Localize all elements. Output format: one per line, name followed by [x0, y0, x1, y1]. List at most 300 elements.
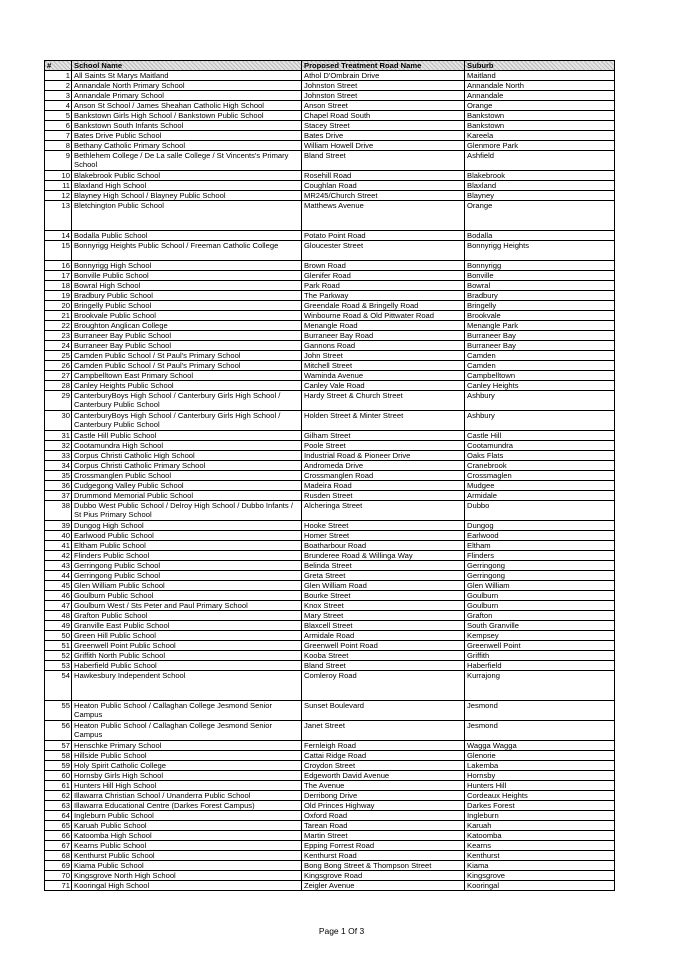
school-name: Holy Spirit Catholic College [72, 761, 302, 771]
table-row [45, 781, 615, 791]
road-name: Old Princes Highway [302, 801, 465, 811]
road-name: Homer Street [302, 531, 465, 541]
suburb: Jesmond [465, 701, 615, 721]
table-row [45, 241, 615, 261]
row-number: 13 [45, 201, 72, 231]
road-name: Hardy Street & Church Street [302, 391, 465, 411]
road-name: Derribong Drive [302, 791, 465, 801]
road-name: Epping Forrest Road [302, 841, 465, 851]
school-name: Bonville Public School [72, 271, 302, 281]
road-name: Brown Road [302, 261, 465, 271]
suburb: Kooringal [465, 881, 615, 891]
row-number: 54 [45, 671, 72, 701]
school-name: Bethlehem College / De La salle College / St Vincents's Primary School [72, 151, 302, 171]
road-name: Fernleigh Road [302, 741, 465, 751]
road-name: William Howell Drive [302, 141, 465, 151]
row-number: 33 [45, 451, 72, 461]
table-row [45, 471, 615, 481]
row-number: 47 [45, 601, 72, 611]
road-name: Matthews Avenue [302, 201, 465, 231]
school-name: Bates Drive Public School [72, 131, 302, 141]
table-row [45, 291, 615, 301]
row-number: 55 [45, 701, 72, 721]
table-row [45, 81, 615, 91]
header-road-name: Proposed Treatment Road Name [302, 61, 465, 71]
row-number: 58 [45, 751, 72, 761]
road-name: Comleroy Road [302, 671, 465, 701]
suburb: Campbelltown [465, 371, 615, 381]
table-row [45, 351, 615, 361]
road-name: Andromeda Drive [302, 461, 465, 471]
road-name: Chapel Road South [302, 111, 465, 121]
suburb: South Granville [465, 621, 615, 631]
school-name: CanterburyBoys High School / Canterbury Girls High School / Canterbury Public School [72, 411, 302, 431]
school-name: Cootamundra High School [72, 441, 302, 451]
road-name: Rusden Street [302, 491, 465, 501]
table-row [45, 101, 615, 111]
school-name: Illawarra Educational Centre (Darkes Forest Campus) [72, 801, 302, 811]
header-number: # [45, 61, 72, 71]
road-name: Bland Street [302, 661, 465, 671]
row-number: 70 [45, 871, 72, 881]
road-name: Greendale Road & Bringelly Road [302, 301, 465, 311]
table-row [45, 451, 615, 461]
road-name: Burraneer Bay Road [302, 331, 465, 341]
row-number: 40 [45, 531, 72, 541]
row-number: 60 [45, 771, 72, 781]
suburb: Mudgee [465, 481, 615, 491]
school-name: Blakebrook Public School [72, 171, 302, 181]
suburb: Bringelly [465, 301, 615, 311]
road-name: Mary Street [302, 611, 465, 621]
school-name: Hawkesbury Independent School [72, 671, 302, 701]
road-name: Stacey Street [302, 121, 465, 131]
table-row [45, 621, 615, 631]
school-name: Earlwood Public School [72, 531, 302, 541]
road-name: Holden Street & Minter Street [302, 411, 465, 431]
table-row [45, 411, 615, 431]
row-number: 61 [45, 781, 72, 791]
suburb: Burraneer Bay [465, 331, 615, 341]
row-number: 63 [45, 801, 72, 811]
school-name: Brookvale Public School [72, 311, 302, 321]
road-name: Oxford Road [302, 811, 465, 821]
row-number: 68 [45, 851, 72, 861]
table-row [45, 791, 615, 801]
road-name: Greenwell Point Road [302, 641, 465, 651]
row-number: 31 [45, 431, 72, 441]
header-suburb: Suburb [465, 61, 615, 71]
suburb: Blayney [465, 191, 615, 201]
school-name: Glen William Public School [72, 581, 302, 591]
table-row [45, 591, 615, 601]
road-name: Kingsgrove Road [302, 871, 465, 881]
table-row [45, 581, 615, 591]
suburb: Hunters Hill [465, 781, 615, 791]
road-name: The Parkway [302, 291, 465, 301]
suburb: Menangle Park [465, 321, 615, 331]
suburb: Ashbury [465, 411, 615, 431]
row-number: 27 [45, 371, 72, 381]
table-row [45, 431, 615, 441]
suburb: Ingleburn [465, 811, 615, 821]
row-number: 12 [45, 191, 72, 201]
row-number: 44 [45, 571, 72, 581]
row-number: 66 [45, 831, 72, 841]
row-number: 49 [45, 621, 72, 631]
row-number: 25 [45, 351, 72, 361]
school-name: Goulburn Public School [72, 591, 302, 601]
suburb: Ashbury [465, 391, 615, 411]
road-name: Hooke Street [302, 521, 465, 531]
road-name: Glenifer Road [302, 271, 465, 281]
row-number: 57 [45, 741, 72, 751]
road-name: Potato Point Road [302, 231, 465, 241]
road-name: Belinda Street [302, 561, 465, 571]
suburb: Kurrajong [465, 671, 615, 701]
row-number: 24 [45, 341, 72, 351]
row-number: 20 [45, 301, 72, 311]
row-number: 59 [45, 761, 72, 771]
table-row [45, 131, 615, 141]
table-row [45, 701, 615, 721]
road-name: Kooba Street [302, 651, 465, 661]
road-name: Gannons Road [302, 341, 465, 351]
school-name: Bonnyrigg High School [72, 261, 302, 271]
row-number: 45 [45, 581, 72, 591]
table-row [45, 391, 615, 411]
table-row [45, 521, 615, 531]
row-number: 51 [45, 641, 72, 651]
row-number: 29 [45, 391, 72, 411]
school-name: Hornsby Girls High School [72, 771, 302, 781]
row-number: 15 [45, 241, 72, 261]
school-name: Blaxland High School [72, 181, 302, 191]
row-number: 9 [45, 151, 72, 171]
road-name: Gilham Street [302, 431, 465, 441]
school-name: Kingsgrove North High School [72, 871, 302, 881]
school-name: Kearns Public School [72, 841, 302, 851]
table-row [45, 811, 615, 821]
table-row [45, 71, 615, 81]
suburb: Hornsby [465, 771, 615, 781]
row-number: 41 [45, 541, 72, 551]
school-name: Haberfield Public School [72, 661, 302, 671]
road-name: Bourke Street [302, 591, 465, 601]
row-number: 67 [45, 841, 72, 851]
suburb: Kingsgrove [465, 871, 615, 881]
suburb: Maitland [465, 71, 615, 81]
suburb: Haberfield [465, 661, 615, 671]
suburb: Oaks Flats [465, 451, 615, 461]
school-name: Annandale North Primary School [72, 81, 302, 91]
table-row [45, 361, 615, 371]
row-number: 2 [45, 81, 72, 91]
school-name: Granville East Public School [72, 621, 302, 631]
suburb: Cootamundra [465, 441, 615, 451]
table-row [45, 761, 615, 771]
row-number: 36 [45, 481, 72, 491]
suburb: Bankstown [465, 111, 615, 121]
table-row [45, 461, 615, 471]
school-name: Burraneer Bay Public School [72, 331, 302, 341]
suburb: Gerringong [465, 571, 615, 581]
suburb: Kiama [465, 861, 615, 871]
table-row [45, 601, 615, 611]
row-number: 38 [45, 501, 72, 521]
suburb: Kempsey [465, 631, 615, 641]
road-name: Bong Bong Street & Thompson Street [302, 861, 465, 871]
school-name: Bringelly Public School [72, 301, 302, 311]
road-name: Rosehill Road [302, 171, 465, 181]
row-number: 8 [45, 141, 72, 151]
road-name: Knox Street [302, 601, 465, 611]
row-number: 34 [45, 461, 72, 471]
table-row [45, 821, 615, 831]
school-name: Dubbo West Public School / Delroy High School / Dubbo Infants / St Pius Primary School [72, 501, 302, 521]
suburb: Ashfield [465, 151, 615, 171]
suburb: Bonnyrigg Heights [465, 241, 615, 261]
row-number: 23 [45, 331, 72, 341]
row-number: 5 [45, 111, 72, 121]
row-number: 35 [45, 471, 72, 481]
suburb: Flinders [465, 551, 615, 561]
row-number: 22 [45, 321, 72, 331]
suburb: Kenthurst [465, 851, 615, 861]
row-number: 1 [45, 71, 72, 81]
school-name: Griffith North Public School [72, 651, 302, 661]
table-row [45, 481, 615, 491]
suburb: Griffith [465, 651, 615, 661]
row-number: 32 [45, 441, 72, 451]
school-name: Ingleburn Public School [72, 811, 302, 821]
suburb: Dungog [465, 521, 615, 531]
suburb: Bodalla [465, 231, 615, 241]
table-row [45, 371, 615, 381]
table-row [45, 531, 615, 541]
road-name: Johnston Street [302, 91, 465, 101]
road-name: Greta Street [302, 571, 465, 581]
table-row [45, 541, 615, 551]
school-name: Kooringal High School [72, 881, 302, 891]
suburb: Armidale [465, 491, 615, 501]
row-number: 52 [45, 651, 72, 661]
suburb: Jesmond [465, 721, 615, 741]
school-name: Hillside Public School [72, 751, 302, 761]
school-name: Karuah Public School [72, 821, 302, 831]
row-number: 56 [45, 721, 72, 741]
table-row [45, 311, 615, 321]
suburb: Glenorie [465, 751, 615, 761]
suburb: Blakebrook [465, 171, 615, 181]
road-name: Alcheringa Street [302, 501, 465, 521]
road-name: John Street [302, 351, 465, 361]
table-row [45, 861, 615, 871]
row-number: 18 [45, 281, 72, 291]
road-name: Cattai Ridge Road [302, 751, 465, 761]
table-row [45, 151, 615, 171]
suburb: Cranebrook [465, 461, 615, 471]
row-number: 11 [45, 181, 72, 191]
table-row [45, 111, 615, 121]
table-row [45, 881, 615, 891]
table-row [45, 571, 615, 581]
road-name: Anson Street [302, 101, 465, 111]
road-name: Brunderee Road & Willinga Way [302, 551, 465, 561]
row-number: 43 [45, 561, 72, 571]
row-number: 37 [45, 491, 72, 501]
table-row [45, 231, 615, 241]
school-name: Bankstown South Infants School [72, 121, 302, 131]
school-name: Canley Heights Public School [72, 381, 302, 391]
table-row [45, 181, 615, 191]
school-name: Heaton Public School / Callaghan College Jesmond Senior Campus [72, 721, 302, 741]
row-number: 69 [45, 861, 72, 871]
road-name: Madeira Road [302, 481, 465, 491]
suburb: Canley Heights [465, 381, 615, 391]
suburb: Gerringong [465, 561, 615, 571]
suburb: Glenmore Park [465, 141, 615, 151]
road-name: Industrial Road & Pioneer Drive [302, 451, 465, 461]
suburb: Earlwood [465, 531, 615, 541]
school-name: Castle Hill Public School [72, 431, 302, 441]
table-row [45, 261, 615, 271]
row-number: 50 [45, 631, 72, 641]
suburb: Burraneer Bay [465, 341, 615, 351]
row-number: 30 [45, 411, 72, 431]
table-row [45, 331, 615, 341]
road-name: Martin Street [302, 831, 465, 841]
school-name: Drummond Memorial Public School [72, 491, 302, 501]
table-row [45, 281, 615, 291]
suburb: Dubbo [465, 501, 615, 521]
road-name: Winbourne Road & Old Pittwater Road [302, 311, 465, 321]
row-number: 48 [45, 611, 72, 621]
school-name: Dungog High School [72, 521, 302, 531]
table-row [45, 171, 615, 181]
row-number: 6 [45, 121, 72, 131]
school-name: Goulburn West / Sts Peter and Paul Primary School [72, 601, 302, 611]
road-name: Coughlan Road [302, 181, 465, 191]
road-name: Waminda Avenue [302, 371, 465, 381]
table-row [45, 641, 615, 651]
table-row [45, 771, 615, 781]
school-name: Camden Public School / St Paul's Primary School [72, 351, 302, 361]
school-name: Bletchington Public School [72, 201, 302, 231]
table-row [45, 121, 615, 131]
table-row [45, 661, 615, 671]
table-row [45, 271, 615, 281]
page-footer: Page 1 Of 3 [318, 926, 365, 936]
school-name: Green Hill Public School [72, 631, 302, 641]
table-row [45, 611, 615, 621]
suburb: Goulburn [465, 591, 615, 601]
suburb: Camden [465, 361, 615, 371]
school-name: Anson St School / James Sheahan Catholic High School [72, 101, 302, 111]
row-number: 64 [45, 811, 72, 821]
row-number: 42 [45, 551, 72, 561]
school-name: Blayney High School / Blayney Public School [72, 191, 302, 201]
table-row [45, 671, 615, 701]
school-name: Corpus Christi Catholic Primary School [72, 461, 302, 471]
table-row [45, 191, 615, 201]
road-name: Kenthurst Road [302, 851, 465, 861]
road-name: Croydon Street [302, 761, 465, 771]
suburb: Grafton [465, 611, 615, 621]
road-name: Menangle Road [302, 321, 465, 331]
suburb: Wagga Wagga [465, 741, 615, 751]
school-name: Bodalla Public School [72, 231, 302, 241]
suburb: Eltham [465, 541, 615, 551]
road-name: Gloucester Street [302, 241, 465, 261]
suburb: Karuah [465, 821, 615, 831]
road-name: MR245/Church Street [302, 191, 465, 201]
row-number: 14 [45, 231, 72, 241]
school-name: Grafton Public School [72, 611, 302, 621]
suburb: Orange [465, 201, 615, 231]
road-name: Mitchell Street [302, 361, 465, 371]
row-number: 53 [45, 661, 72, 671]
road-name: Zeigler Avenue [302, 881, 465, 891]
table-row [45, 871, 615, 881]
school-name: Henschke Primary School [72, 741, 302, 751]
table-row [45, 831, 615, 841]
road-name: Bland Street [302, 151, 465, 171]
table-row [45, 631, 615, 641]
table-row [45, 381, 615, 391]
suburb: Annandale [465, 91, 615, 101]
school-road-table [44, 60, 615, 891]
table-row [45, 561, 615, 571]
table-row [45, 651, 615, 661]
table-row [45, 741, 615, 751]
suburb: Kareela [465, 131, 615, 141]
school-name: Campbelltown East Primary School [72, 371, 302, 381]
road-name: Tarean Road [302, 821, 465, 831]
school-name: Kiama Public School [72, 861, 302, 871]
suburb: Blaxland [465, 181, 615, 191]
suburb: Glen William [465, 581, 615, 591]
suburb: Katoomba [465, 831, 615, 841]
school-name: Crossmanglen Public School [72, 471, 302, 481]
road-name: Athol D'Ombrain Drive [302, 71, 465, 81]
row-number: 65 [45, 821, 72, 831]
table-row [45, 501, 615, 521]
school-name: CanterburyBoys High School / Canterbury Girls High School / Canterbury Public School [72, 391, 302, 411]
table-row [45, 551, 615, 561]
table-row [45, 721, 615, 741]
road-name: Poole Street [302, 441, 465, 451]
row-number: 10 [45, 171, 72, 181]
road-name: Bates Drive [302, 131, 465, 141]
row-number: 17 [45, 271, 72, 281]
table-row [45, 491, 615, 501]
row-number: 16 [45, 261, 72, 271]
suburb: Bonnyrigg [465, 261, 615, 271]
table-row [45, 841, 615, 851]
suburb: Bowral [465, 281, 615, 291]
school-name: Eltham Public School [72, 541, 302, 551]
suburb: Kearns [465, 841, 615, 851]
table-row [45, 341, 615, 351]
school-name: Greenwell Point Public School [72, 641, 302, 651]
road-name: The Avenue [302, 781, 465, 791]
suburb: Bankstown [465, 121, 615, 131]
school-name: Gerringong Public School [72, 561, 302, 571]
suburb: Annandale North [465, 81, 615, 91]
suburb: Crossmaglen [465, 471, 615, 481]
row-number: 71 [45, 881, 72, 891]
